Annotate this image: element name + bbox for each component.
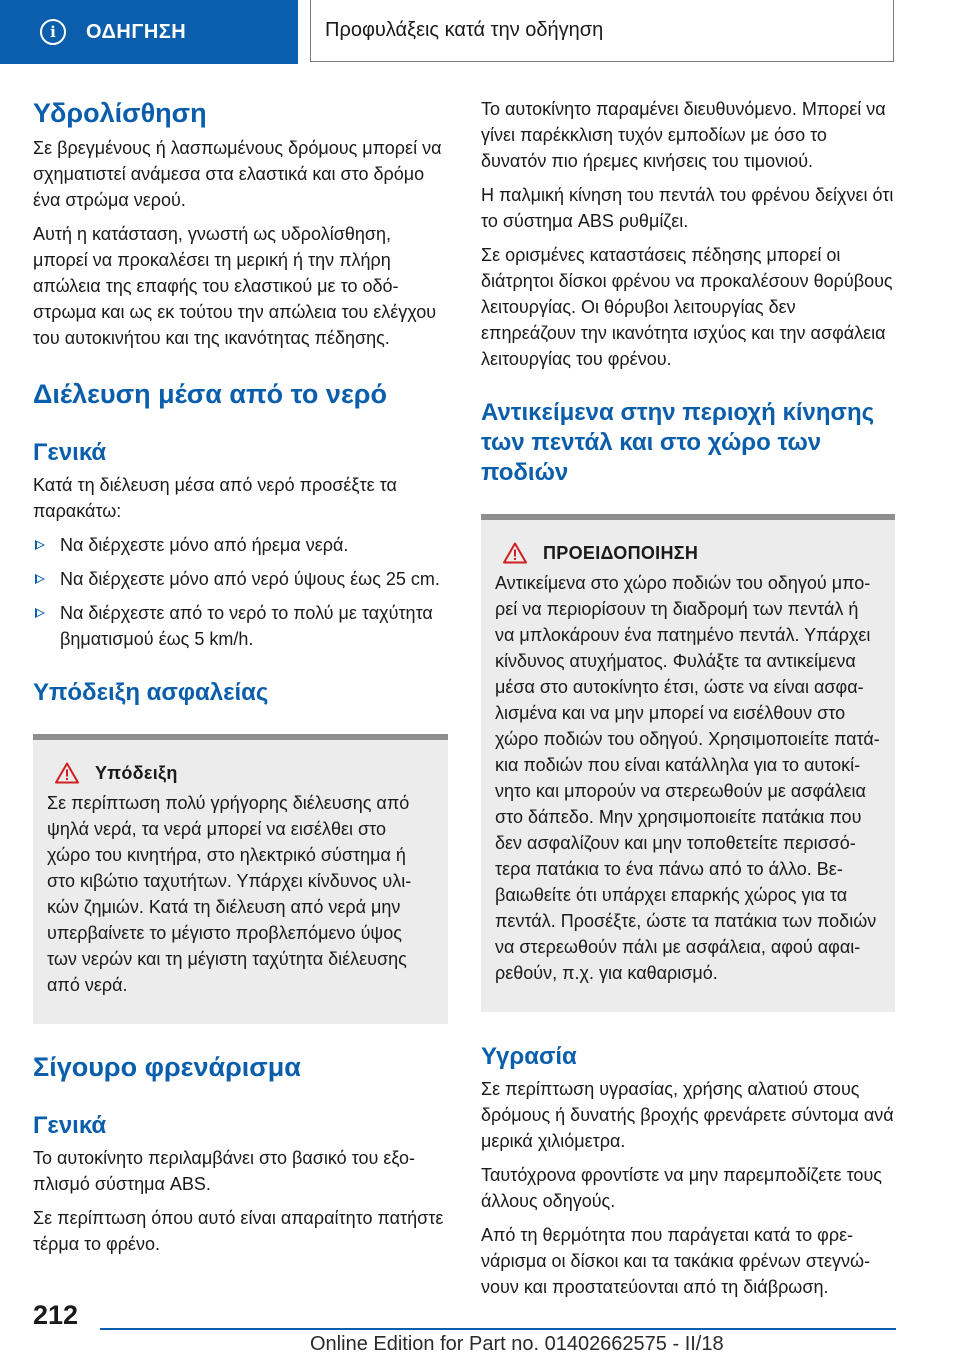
warning-triangle-icon (503, 542, 527, 564)
info-icon: i (40, 19, 66, 45)
header-subtitle: Προφυλάξεις κατά την οδήγηση (310, 0, 894, 62)
note-header (55, 762, 434, 784)
moisture-paragraph-3: Από τη θερμότητα που παράγεται κατά το φρενάρισμα οι δίσκοι και τα τακάκια φρένων στεγνώνουν και προστατεύονται από τη διάβρωση. (481, 1225, 871, 1297)
safety-note-box (33, 734, 448, 1024)
warning-title: ΠΡΟΕΙΔΟΠΟΙΗΣΗ (543, 542, 699, 563)
water-crossing-heading: Διέλευση μέσα από το νερό (33, 379, 387, 409)
header-section-tab[interactable] (0, 0, 298, 64)
safety-note-heading: Υπόδειξη ασφαλείας (33, 679, 269, 706)
water-crossing-general-subheading: Γενικά (33, 439, 107, 466)
moisture-heading: Υγρασία (481, 1043, 577, 1070)
list-item: Να διέρχεστε μόνο από ήρεμα νερά. (33, 532, 448, 558)
right-column (481, 96, 895, 1300)
moisture-paragraph-2: Ταυτόχρονα φροντίστε να μην παρεμποδίζετε τους άλλους οδηγούς. (481, 1165, 882, 1211)
hydroplaning-heading: Υδρολίσθηση (33, 98, 207, 128)
warning-text: Αντικείμενα στο χώρο ποδιών του οδηγού μπορεί να περιορίσουν τη διαδρομή των πεντάλ ή να μπλοκάρουν ένα πατημένο πεντάλ. Υπάρχει κίνδυνος ατυχήματος. Φυλάξτε τα αντικείμενα μέσα στο αυτοκίνητο έτσι, ώστε να είναι ασφαλισμένα και να μην μπορεί να εισέλθουν στο χώρο ποδιών του οδηγού. Χρησιμοποιείτε πατάκια ποδιών που είναι κατάλληλα για το αυτοκίνητο και μπορούν να στερεωθούν με ασφάλεια στο δάπεδο. Μην χρησιμοποιείτε πατάκια που δεν ασφαλίζουν και μην τοποθετείτε περισσότερα πατάκια το ένα πάνω από το άλλο. Βεβαιωθείτε ότι υπάρχει επαρκής χώρος για τα πεντάλ. Προσέξτε, ώστε τα πατάκια των ποδιών να στερεωθούν πάλι με ασφάλεια, αφού αφαιρεθούν, π.χ. για καθαρισμό. (495, 573, 880, 983)
safe-braking-heading: Σίγουρο φρενάρισμα (33, 1052, 301, 1082)
hydroplaning-paragraph-2: Αυτή η κατάσταση, γνωστή ως υδρολίσθηση, μπορεί να προκαλέσει τη μερική ή την πλήρη απώλεια της επαφής του ελαστικού με το οδόστρωμα και ως εκ τούτου την απώλεια του ελέγχου του αυτοκινήτου και της ικανότητας πέδησης. (33, 224, 437, 348)
braking-paragraph-1: Το αυτοκίνητο παραμένει διευθυνόμενο. Μπορεί να γίνει παρέκκλιση τυχόν εμποδίων με όσο το δυνατόν πιο ήρεμες κινήσεις του τιμονιού. (481, 99, 886, 171)
safe-braking-paragraph-2: Σε περίπτωση όπου αυτό είναι απαραίτητο πατήστε τέρμα το φρένο. (33, 1208, 444, 1254)
water-crossing-list (33, 532, 448, 652)
note-text: Σε περίπτωση πολύ γρήγορης διέλευσης από ψηλά νερά, τα νερά μπορεί να εισέλθει στο χώρο του κινητήρα, στο ηλεκτρικό σύστημα ή στο κιβώτιο ταχυτήτων. Υπάρχει κίνδυνος υλικών ζημιών. Κατά τη διέλευση από νερά μην υπερβαίνετε το μέγιστο προβλεπόμενο ύψος των νερών και τη μέγιστη ταχύτητα διέλευσης από νερά. (47, 793, 412, 995)
pedal-area-heading: Αντικείμενα στην περιοχή κίνησης των πεντάλ και στο χώρο των ποδιών (481, 399, 875, 486)
left-column (33, 96, 448, 1257)
water-crossing-intro: Κατά τη διέλευση μέσα από νερό προσέξτε τα παρακάτω: (33, 475, 397, 521)
moisture-paragraph-1: Σε περίπτωση υγρασίας, χρήσης αλατιού στους δρόμους ή δυνατής βροχής φρενάρετε σύντομα ανά μερικά χιλιόμετρα. (481, 1079, 894, 1151)
triangle-bullet-icon (35, 540, 45, 550)
note-title: Υπόδειξη (95, 762, 178, 783)
footer-edition-text: Online Edition for Part no. 01402662575 - II/18 (310, 1333, 724, 1355)
safe-braking-paragraph-1: Το αυτοκίνητο περιλαμβάνει στο βασικό του εξοπλισμό σύστημα ABS. (33, 1148, 415, 1194)
hydroplaning-paragraph-1: Σε βρεγμένους ή λασπωμένους δρόμους μπορεί να σχηματιστεί ανάμεσα στα ελαστικά και στο δρόμο ένα στρώμα νερού. (33, 138, 442, 210)
pedal-warning-box (481, 514, 895, 1012)
header-section-title: ΟΔΗΓΗΣΗ (86, 20, 187, 43)
footer-divider (100, 1328, 896, 1330)
triangle-bullet-icon (35, 574, 45, 584)
list-item: Να διέρχεστε από το νερό το πολύ με ταχύτητα βηματισμού έως 5 km/h. (33, 600, 448, 652)
warning-header (503, 542, 881, 564)
braking-paragraph-3: Σε ορισμένες καταστάσεις πέδησης μπορεί οι διάτρητοι δίσκοι φρένου να προκαλέσουν θορύβους λειτουργίας. Οι θόρυβοι λειτουργίας δεν επηρεάζουν την ικανότητα ισχύος και την ασφάλεια λειτουργίας του φρένου. (481, 245, 893, 369)
warning-triangle-icon (55, 762, 79, 784)
page-number: 212 (33, 1300, 79, 1330)
braking-paragraph-2: Η παλμική κίνηση του πεντάλ του φρένου δείχνει ότι το σύστημα ABS ρυθμίζει. (481, 185, 894, 231)
list-item: Να διέρχεστε μόνο από νερό ύψους έως 25 cm. (33, 566, 448, 592)
safe-braking-general-subheading: Γενικά (33, 1112, 107, 1139)
triangle-bullet-icon (35, 608, 45, 618)
